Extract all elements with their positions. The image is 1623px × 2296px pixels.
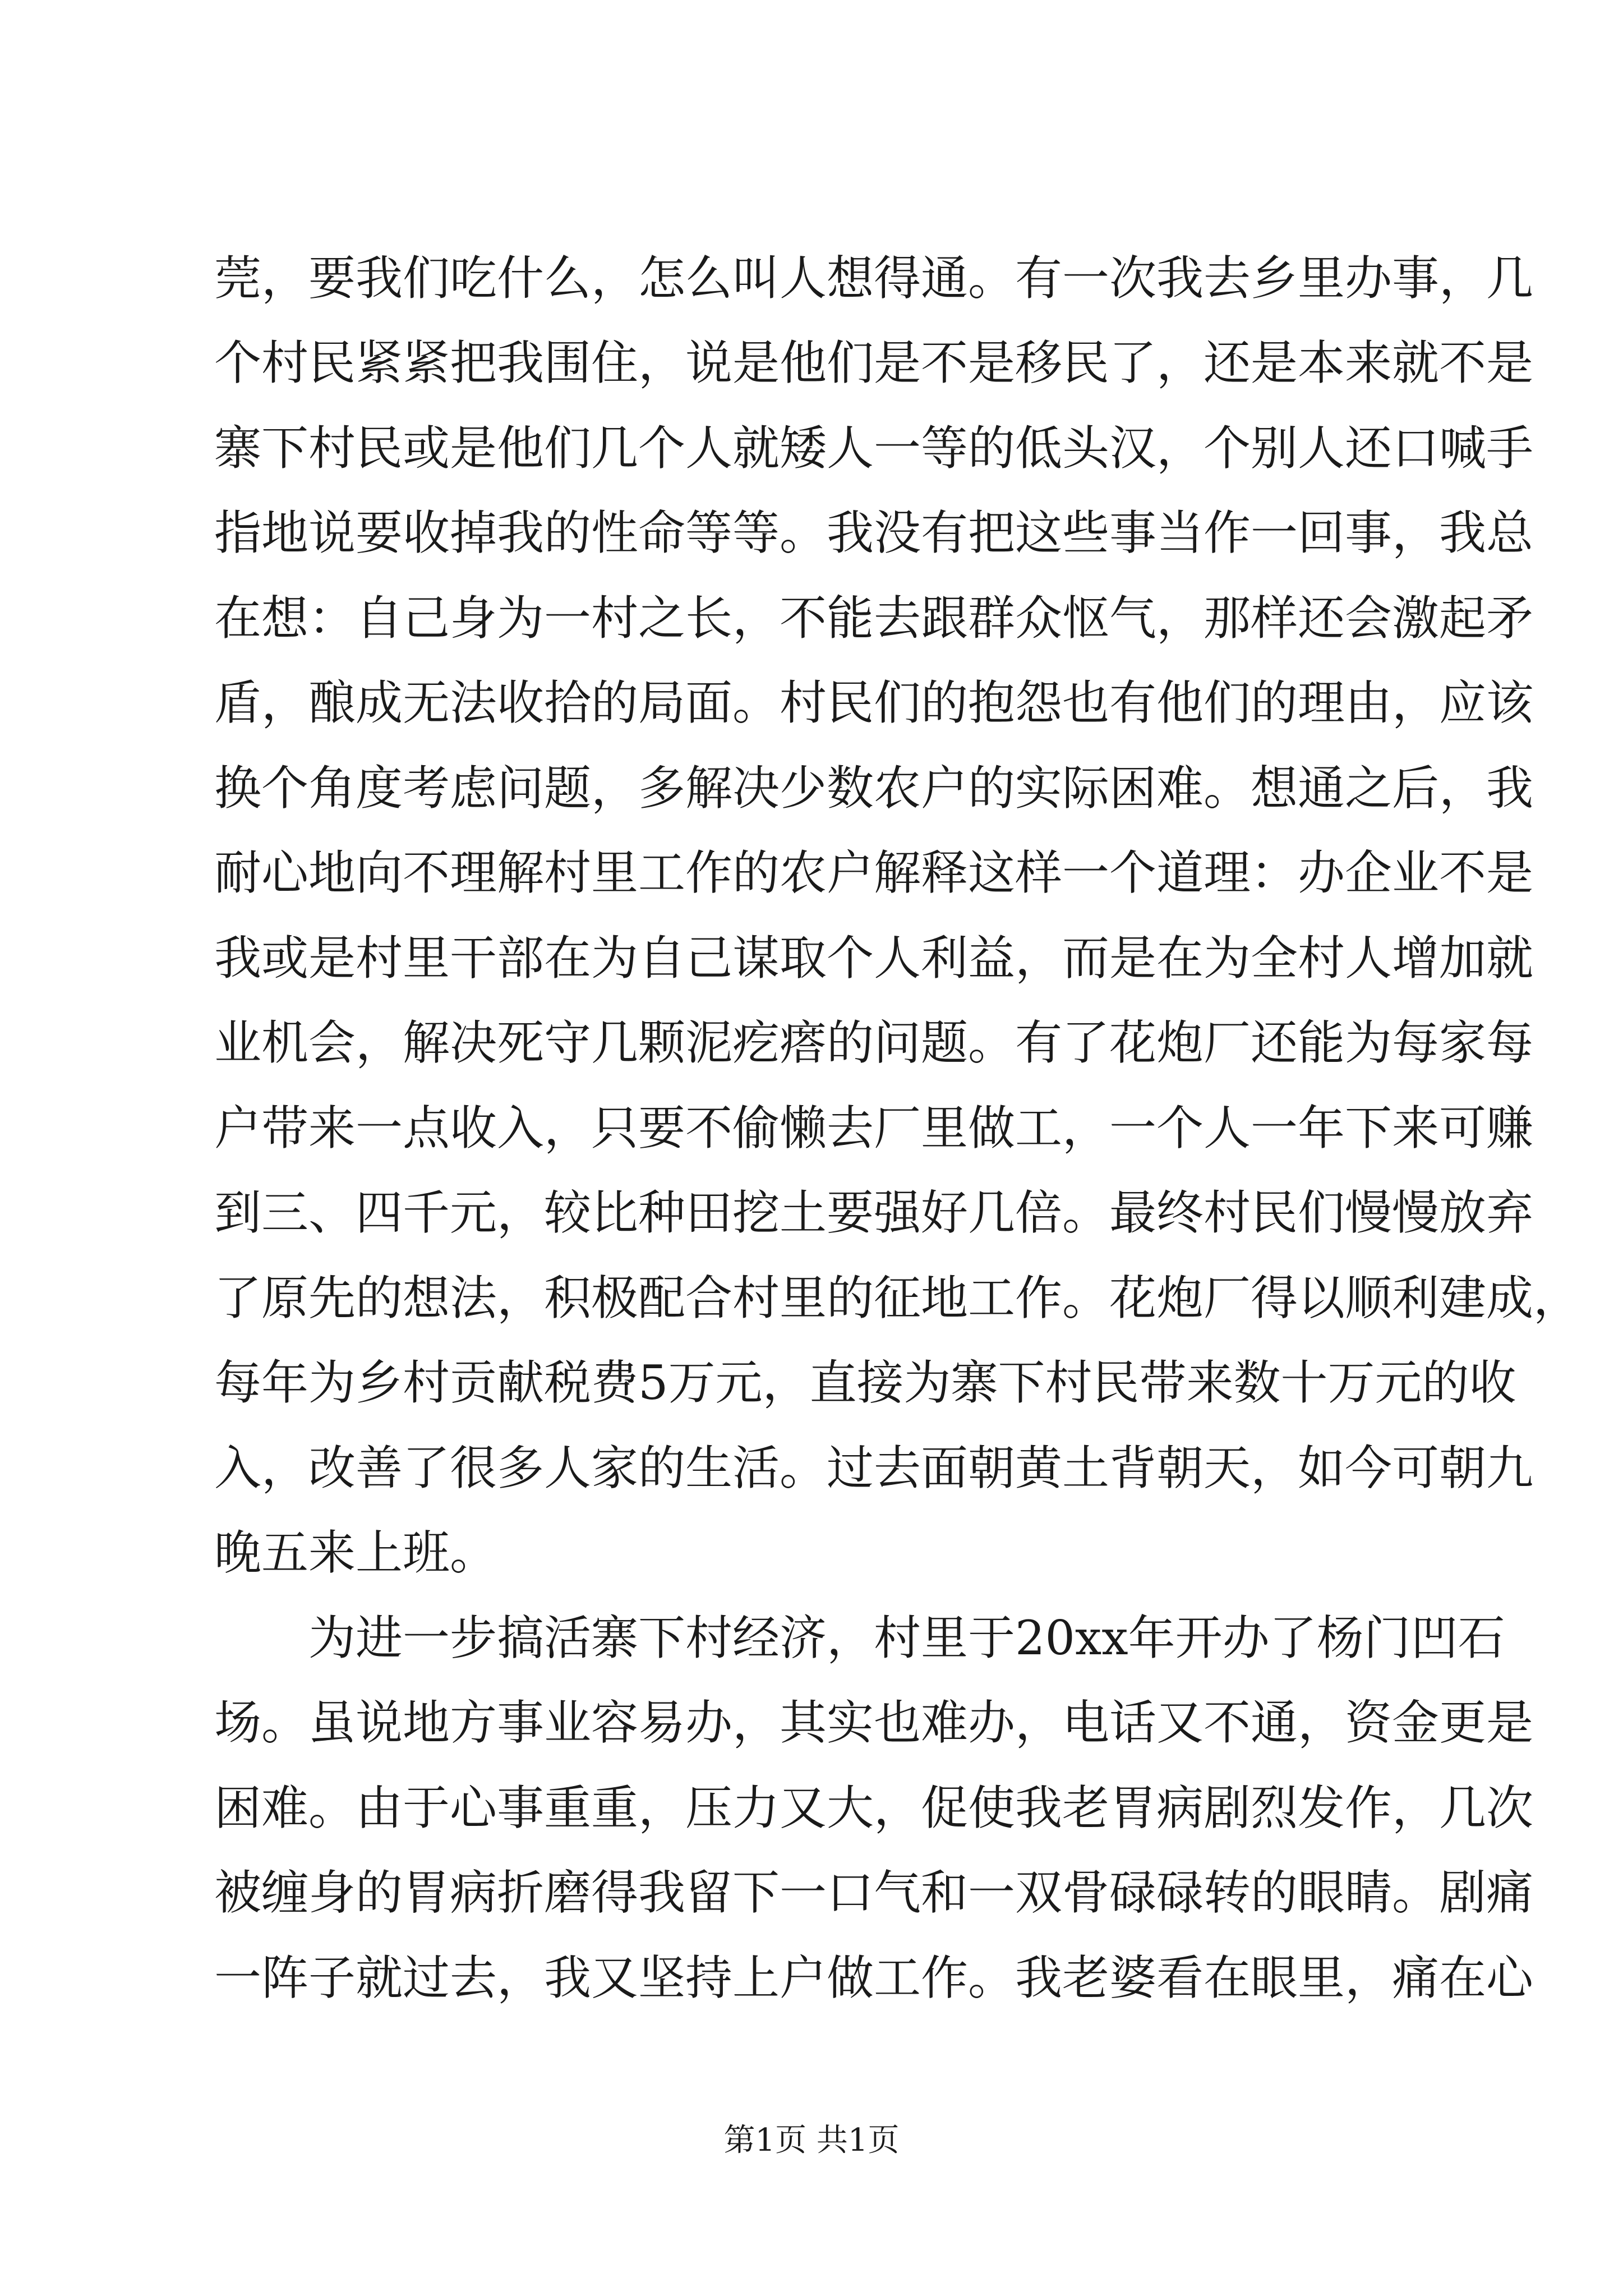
paragraph-1-line-11: 户带来一点收入，只要不偷懒去厂里做工，一个人一年下来可赚 (214, 1101, 1534, 1156)
page-footer (0, 2118, 1623, 2163)
paragraph-2-line-1: 为进一步搞活寨下村经济，村里于20xx年开办了杨门凹石 (308, 1611, 1505, 1665)
paragraph-1-line-6: 盾，酿成无法收拾的局面。村民们的抱怨也有他们的理由，应该 (214, 675, 1534, 730)
paragraph-1-line-7: 换个角度考虑问题，多解决少数农户的实际困难。想通之后，我 (214, 761, 1534, 816)
paragraph-1-line-8: 耐心地向不理解村里工作的农户解释这样一个道理：办企业不是 (214, 845, 1534, 900)
paragraph-1-line-12: 到三、四千元，较比种田挖土要强好几倍。最终村民们慢慢放弃 (214, 1185, 1534, 1240)
paragraph-1-line-2: 个村民紧紧把我围住，说是他们是不是移民了，还是本来就不是 (214, 335, 1534, 390)
paragraph-1-line-10: 业机会，解决死守几颗泥疙瘩的问题。有了花炮厂还能为每家每 (214, 1015, 1534, 1070)
paragraph-1-line-13: 了原先的想法，积极配合村里的征地工作。花炮厂得以顺利建成， (214, 1271, 1581, 1326)
paragraph-1-line-15: 入，改善了很多人家的生活。过去面朝黄土背朝天，如今可朝九 (214, 1441, 1534, 1496)
paragraph-2-line-4: 被缠身的胃病折磨得我留下一口气和一双骨碌碌转的眼睛。剧痛 (214, 1865, 1534, 1920)
paragraph-1-line-16: 晚五来上班。 (214, 1525, 497, 1580)
paragraph-1-line-9: 我或是村里干部在为自己谋取个人利益，而是在为全村人增加就 (214, 931, 1534, 986)
paragraph-1-line-5: 在想：自己身为一村之长，不能去跟群众怄气，那样还会激起矛 (214, 591, 1534, 646)
paragraph-1-line-1: 莞，要我们吃什么，怎么叫人想得通。有一次我去乡里办事，几 (214, 251, 1534, 306)
page-number-label: 第1页 共1页 (723, 2122, 900, 2159)
paragraph-2-line-3: 困难。由于心事重重，压力又大，促使我老胃病剧烈发作，几次 (214, 1780, 1534, 1835)
paragraph-2-line-2: 场。虽说地方事业容易办，其实也难办，电话又不通，资金更是 (214, 1695, 1534, 1750)
paragraph-1-line-14: 每年为乡村贡献税费5万元，直接为寨下村民带来数十万元的收 (214, 1355, 1516, 1410)
paragraph-2-line-5: 一阵子就过去，我又坚持上户做工作。我老婆看在眼里，痛在心 (214, 1950, 1534, 2005)
paragraph-1-line-3: 寨下村民或是他们几个人就矮人一等的低头汉，个别人还口喊手 (214, 421, 1534, 476)
paragraph-1-line-4: 指地说要收掉我的性命等等。我没有把这些事当作一回事，我总 (214, 505, 1534, 560)
